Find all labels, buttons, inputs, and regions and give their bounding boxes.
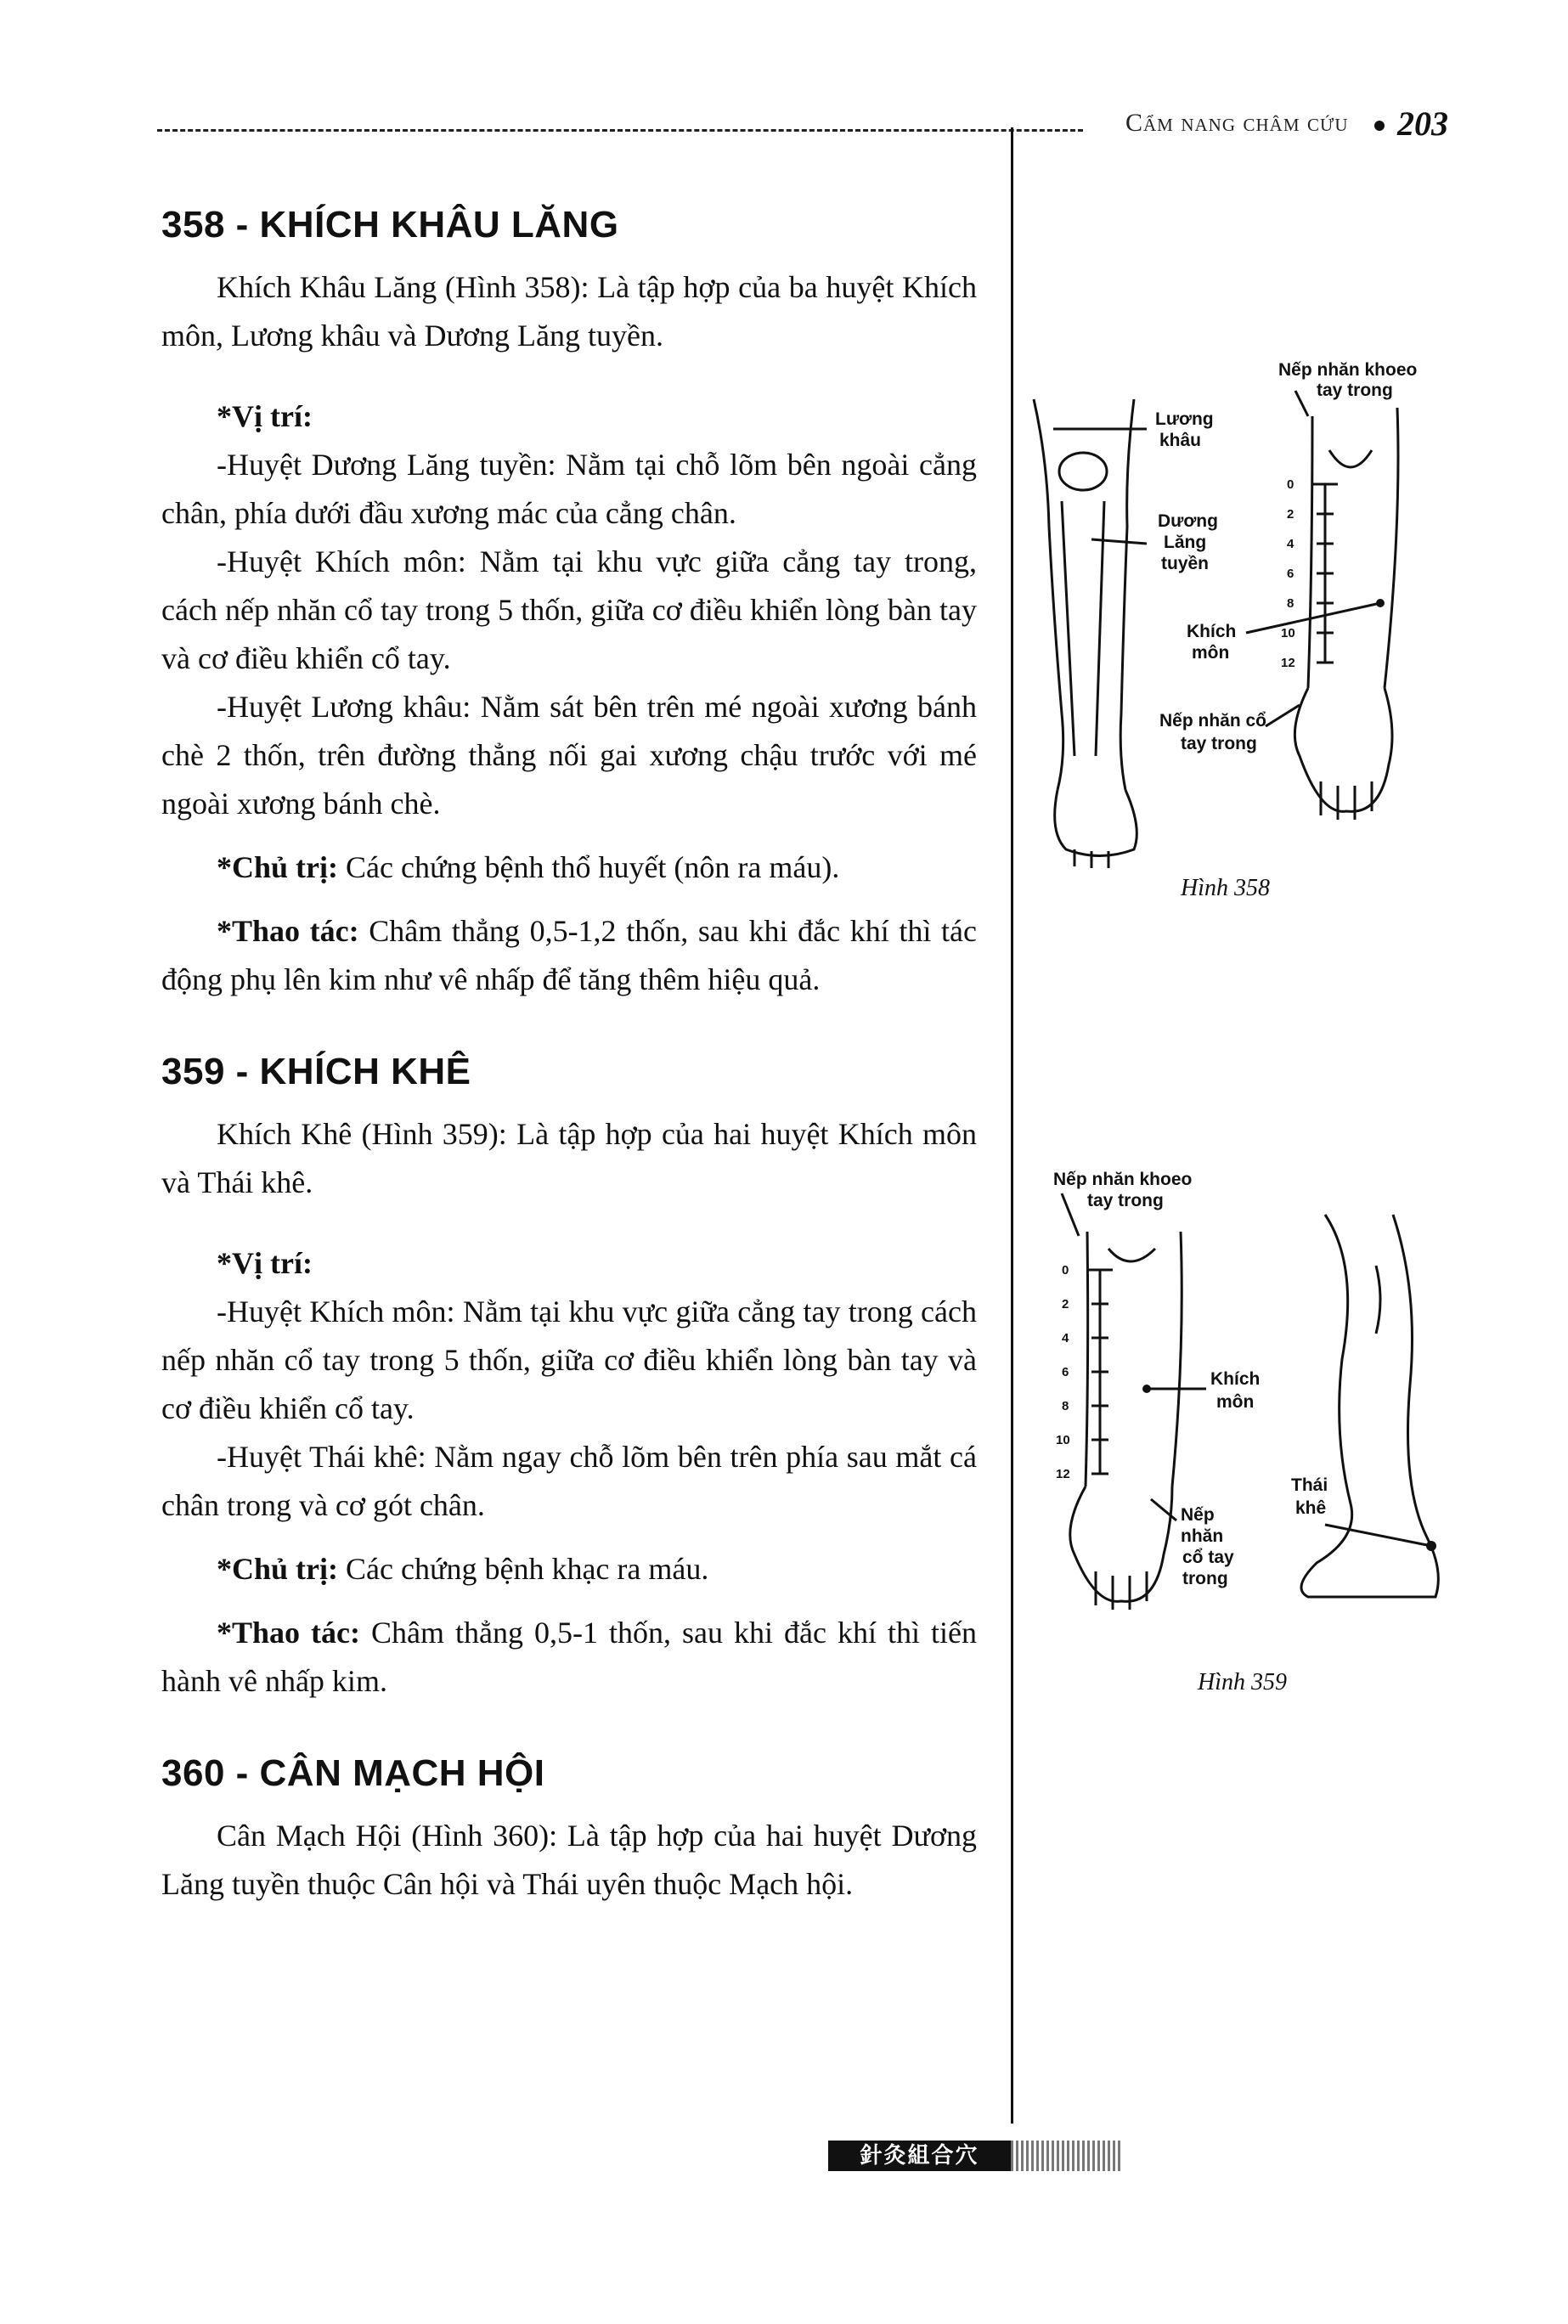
footer-decoration: [1011, 2141, 1121, 2171]
label-khe: khê: [1295, 1498, 1327, 1518]
header-bullet: [1374, 121, 1385, 131]
forearm-outline-right: [1385, 408, 1398, 688]
leader-khich-mon: [1246, 603, 1380, 633]
forearm-outline-left: [1308, 416, 1312, 688]
header-rule: [157, 129, 1083, 132]
tick-label: 0: [1062, 1263, 1069, 1278]
leader-duong-lang-tuyen: [1091, 539, 1147, 544]
tick-label: 4: [1062, 1331, 1069, 1345]
section-360-intro: Cân Mạch Hội (Hình 360): Là tập hợp của hai huyệt Dương Lăng tuyền thuộc Cân hội và Thái uyên thuộc Mạch hội.: [161, 1819, 977, 1901]
footer-badge: 針灸組合穴: [828, 2141, 1011, 2171]
fingers: [1096, 1571, 1147, 1610]
section-358-intro: Khích Khâu Lăng (Hình 358): Là tập hợp của ba huyệt Khích môn, Lương khâu và Dương Lăng tuyền.: [161, 270, 977, 353]
running-title: Cẩm nang châm cứu: [1125, 109, 1349, 137]
label-tuyen: tuyền: [1161, 554, 1210, 573]
label-khich: Khích: [1210, 1369, 1261, 1389]
section-359-technique: *Thao tác: Châm thẳng 0,5-1 thốn, sau khi đắc khí thì tiến hành vê nhấp kim.: [161, 1616, 977, 1698]
label-thai: Thái: [1291, 1475, 1328, 1495]
point-khich-mon: [1142, 1385, 1151, 1393]
hand-outline: [1294, 688, 1392, 811]
tick-label: 8: [1287, 596, 1294, 611]
leg-outline-left: [1034, 399, 1063, 790]
label-nep: Nếp: [1181, 1505, 1215, 1525]
tick-label: 8: [1062, 1399, 1069, 1413]
label-khau: khâu: [1159, 431, 1202, 450]
leader-elbow-crease: [1062, 1193, 1079, 1236]
figure-359-caption: Hình 359: [1198, 1669, 1287, 1695]
label-cotay: cổ tay: [1182, 1548, 1234, 1567]
section-359-heading: 359 - KHÍCH KHÊ: [161, 1051, 471, 1092]
tick-label: 0: [1287, 477, 1294, 492]
foot-outline: [1055, 790, 1137, 856]
tick-label: 12: [1281, 656, 1295, 670]
text-column: [161, 204, 977, 1909]
tick-label: 2: [1062, 1297, 1069, 1311]
page-number: 203: [1397, 104, 1448, 143]
label-khoeo: Nếp nhăn khoeo: [1053, 1170, 1193, 1189]
column-divider: [1011, 127, 1013, 2124]
tick-label: 6: [1062, 1365, 1069, 1379]
kneecap: [1059, 453, 1107, 490]
section-359-intro: Khích Khê (Hình 359): Là tập hợp của hai huyệt Khích môn và Thái khê.: [161, 1117, 977, 1199]
figure-359: [1036, 1164, 1478, 1639]
section-358-position-2: -Huyệt Khích môn: Nằm tại khu vực giữa cẳng tay trong, cách nếp nhăn cổ tay trong 5 thốn, giữa cơ điều khiển lòng bàn tay và cơ điều khiển cổ tay.: [161, 544, 977, 675]
tick-label: 6: [1287, 567, 1294, 581]
section-358-technique: *Thao tác: Châm thẳng 0,5-1,2 thốn, sau khi đắc khí thì tác động phụ lên kim như vê nhấp để tăng thêm hiệu quả.: [161, 914, 978, 996]
tick-label: 10: [1056, 1433, 1070, 1447]
elbow-crease: [1329, 450, 1372, 467]
point-thai-khe: [1426, 1541, 1436, 1551]
section-358-position-1: -Huyệt Dương Lăng tuyền: Nằm tại chỗ lõm bên ngoài cẳng chân, phía dưới đầu xương mác của cẳng chân.: [161, 448, 977, 530]
point-khich-mon: [1376, 599, 1385, 607]
section-358-heading: 358 - KHÍCH KHÂU LĂNG: [161, 204, 619, 245]
section-358-indication: *Chủ trị: Các chứng bệnh thổ huyết (nôn ra máu).: [217, 850, 840, 884]
leg-outline-right: [1120, 399, 1134, 790]
fingers: [1321, 781, 1372, 820]
tick-label: 2: [1287, 507, 1294, 522]
section-359-position-1: -Huyệt Khích môn: Nằm tại khu vực giữa cẳng tay trong cách nếp nhăn cổ tay trong 5 thốn, giữa cơ điều khiển lòng bàn tay và cơ điều khiển cổ tay.: [161, 1295, 977, 1425]
calf-line: [1376, 1266, 1380, 1334]
label-cotay: Nếp nhăn cổ: [1159, 711, 1267, 730]
label-khoeo-2: tay trong: [1087, 1191, 1164, 1210]
label-lang: Lăng: [1164, 533, 1207, 552]
label-mon: môn: [1216, 1392, 1255, 1412]
tick-label: 4: [1287, 537, 1294, 551]
label-khoeo: Nếp nhăn khoeo: [1278, 360, 1418, 380]
section-359-indication: *Chủ trị: Các chứng bệnh khạc ra máu.: [217, 1552, 709, 1586]
label-khoeo-2: tay trong: [1317, 381, 1393, 400]
section-359-position-label: *Vị trí:: [217, 1246, 313, 1280]
section-358-position-3: -Huyệt Lương khâu: Nằm sát bên trên mé ngoài xương bánh chè 2 thốn, trên đường thẳng nối gai xương chậu trước với mé ngoài xương bánh chè.: [161, 690, 977, 821]
section-358-position-label: *Vị trí:: [217, 399, 313, 433]
elbow-crease: [1108, 1249, 1155, 1261]
forearm-outline-right: [1172, 1232, 1182, 1486]
figure-358-caption: Hình 358: [1181, 875, 1270, 901]
section-360-heading: 360 - CÂN MẠCH HỘI: [161, 1752, 545, 1794]
figure-358: [1024, 357, 1465, 883]
section-359-position-2: -Huyệt Thái khê: Nằm ngay chỗ lõm bên trên phía sau mắt cá chân trong và cơ gót chân.: [161, 1440, 977, 1522]
leader-elbow-crease: [1295, 391, 1308, 416]
leg-outline: [1301, 1215, 1438, 1597]
label-luong: Lương: [1155, 409, 1214, 429]
label-khich: Khích: [1187, 622, 1237, 641]
leader-wrist-crease: [1266, 705, 1300, 726]
label-duong: Dương: [1158, 511, 1218, 531]
tick-label: 12: [1056, 1467, 1070, 1481]
label-cotay-2: tay trong: [1181, 734, 1257, 753]
label-nhan: nhăn: [1181, 1526, 1224, 1546]
tick-label: 10: [1281, 626, 1295, 640]
label-mon: môn: [1192, 643, 1230, 663]
label-trong: trong: [1182, 1569, 1228, 1588]
